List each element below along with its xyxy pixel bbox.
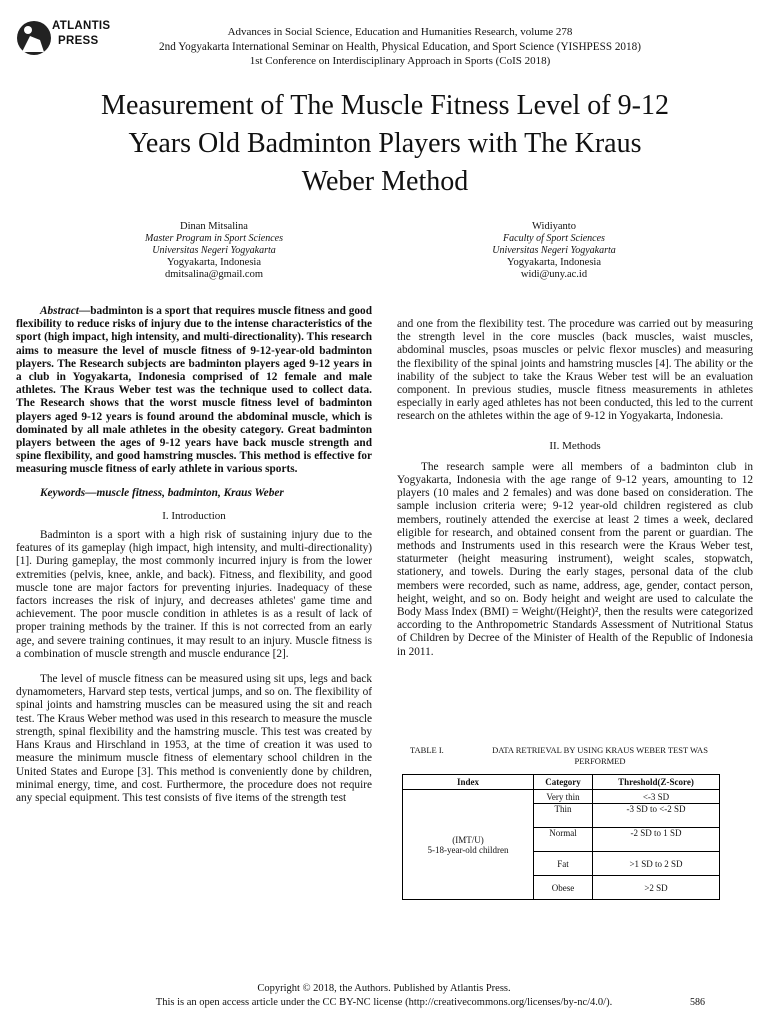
author-email[interactable]: dmitsalina@gmail.com [164, 269, 264, 280]
right-paragraph-1: and one from the flexibility test. The procedure was carried out by measuring the strength level in the core muscles (back muscles, waist muscles, abdominal muscles, psoas muscles or pelvic flexor muscles) and measuring the flexibility of the spinal joints and hamstring muscles [4]. The ability or the inability of the subject to take the Kraus Weber test will be an evaluation component. In previous studies, muscle fitness measurements in athletes especially in early aged athletes has not been conducted, this led to the current research on the athletes within the age of 9-12 in Yogyakarta, Indonesia. [397, 318, 753, 423]
author-dept: Faculty of Sport Sciences [503, 233, 605, 244]
author-email[interactable]: widi@uny.ac.id [520, 269, 588, 280]
table-label: TABLE I. [410, 745, 444, 755]
table-cell-category: Obese [534, 876, 593, 900]
footer-license: This is an open access article under the CC BY-NC license (http://creativecommons.org/licenses/by-nc/4.0/). [155, 997, 613, 1008]
table-cell-threshold: <-3 SD [593, 790, 720, 804]
title-line-3: Weber Method [301, 166, 469, 197]
table-caption-line-1: DATA RETRIEVAL BY USING KRAUS WEBER TEST WAS [492, 745, 708, 755]
conference-name-2: 1st Conference on Interdisciplinary Approach in Sports (CoIS 2018) [249, 55, 551, 67]
author-city: Yogyakarta, Indonesia [507, 257, 601, 268]
logo-text-atlantis: ATLANTIS [52, 20, 111, 32]
bmi-category-table [402, 774, 720, 900]
left-column [16, 305, 372, 805]
table-caption [410, 745, 750, 766]
paper-title [40, 87, 730, 201]
table-header-index: Index [403, 775, 534, 790]
section-heading-introduction: I. Introduction [162, 509, 226, 522]
page-number: 586 [690, 997, 705, 1008]
table-cell-threshold: -2 SD to 1 SD [593, 828, 720, 852]
keywords: Keywords—muscle fitness, badminton, Kraus Weber [40, 486, 284, 499]
right-column [397, 318, 753, 659]
table-cell-category: Fat [534, 852, 593, 876]
table-cell-category: Very thin [534, 790, 593, 804]
abstract-label: Abstract [40, 305, 79, 317]
index-line-2: 5-18-year-old children [427, 844, 509, 855]
table-header-row [403, 775, 720, 790]
methods-paragraph: The research sample were all members of a badminton club in Yogyakarta, Indonesia with the age range of 9-12 years, amounting to 12 players (10 males and 2 females) and was done based on consideration. The sample inclusion criteria were; 9-12 year-old children registered as club members, routinely attended the exercise at least 2 times a week, declared eligible for research, and obtained consent from the parent or guardian. The methods and Instruments used in this research were the Kraus Weber test, staturmeter (height measuring instrument), weight scales, stopwatch, stationery, and towels. During the early stages, personal data of the club members were recorded, such as name, address, age, gender, contact person, height, weight, and so on. Body height and weight are used to calculate the Body Mass Index (BMI) = Weight/(Height)², then the results were categorized according to the Anthropometric Standards Assessment of Nutritional Status of Children by Decree of the Minister of Health of the Republic of Indonesia in 2011. [397, 460, 753, 658]
abstract-text: —badminton is a sport that requires muscle fitness and good flexibility to reduce risks of injury due to the intense characteristics of the sport (high impact, high intensity, and multi-directionality). This research aims to measure the level of muscle fitness of 9-12-year-old badminton players. The Research subjects are badminton players aged 9-12 years in a club in Yogyakarta, Indonesia comprised of 12 female and male athletes. The Kraus Weber test was the technique used to collect data. The Research shows that the worst muscle fitness level of badminton players aged 9-12 years is found around the abdominal muscle, which is dominated by all male athletes in the obesity category. Great badminton players between the ages of 9-12 years have back muscle strength and spine flexibility, and good hamstring muscles. This method is effective for measuring muscle fitness of early athlete in various sports. [16, 305, 372, 476]
author-city: Yogyakarta, Indonesia [167, 257, 261, 268]
intro-paragraph-2: The level of muscle fitness can be measured using sit ups, legs and back dynamometers, Harvard step tests, vertical jumps, and so on. The flexibility of spinal joints and hamstring muscles can be measured using the sit and reach test. The Kraus Weber method was used in this research to measure the muscle strength, spinal flexibility and the hamstring muscle. This test was created by Hans Kraus and Hirschland in 1953, at the time of creation it was used to measure the minimum muscle fitness of elementary school children in the United States and Europe [3]. This method is conveniently done by children, minimal energy, time, and cost. Furthermore, the procedure does not require any special equipment. This test consists of five items of the strength test [16, 673, 372, 804]
footer-copyright: Copyright © 2018, the Authors. Published by Atlantis Press. [257, 983, 511, 994]
title-line-1: Measurement of The Muscle Fitness Level of 9-12 [101, 90, 669, 121]
author-block-1 [89, 221, 339, 281]
table-cell-index [403, 790, 534, 900]
author-name: Dinan Mitsalina [180, 221, 248, 232]
author-name: Widiyanto [532, 221, 576, 232]
intro-paragraph-1: Badminton is a sport with a high risk of sustaining injury due to the features of its gameplay (high impact, high intensity, and multi-directionality) [1]. During gameplay, the most commonly incurred injury is from the lower extremities (pelvis, knee, ankle, and back). Fitness, and flexibility, and good muscle tone are major factors for preventing injuries. Inadequacy of these factors increases the risk of injury, and decreases athletes' game time and achievement. The poor muscle condition in athletes is as a result of lack of proper training methods by the trainer. If this is not corrected from an early age, and severe training continues, it may result to an injury. Muscle fitness is a combination of muscle strength and muscle endurance [2]. [16, 529, 372, 660]
title-line-2: Years Old Badminton Players with The Kraus [128, 128, 642, 159]
table-cell-category: Normal [534, 828, 593, 852]
table-cell-threshold: >1 SD to 2 SD [593, 852, 720, 876]
abstract [16, 305, 372, 477]
atlas-icon [14, 18, 54, 58]
index-line-1: (IMT/U) [452, 834, 484, 845]
conference-name-1: 2nd Yogyakarta International Seminar on Health, Physical Education, and Sport Science (YISHPESS 2018) [159, 41, 641, 53]
publisher-logo [14, 16, 124, 62]
logo-text-press: PRESS [58, 35, 99, 47]
author-university: Universitas Negeri Yogyakarta [152, 245, 276, 256]
table-header-threshold: Threshold(Z-Score) [593, 775, 720, 790]
table-row [403, 790, 720, 804]
author-block-2 [429, 221, 679, 281]
table-cell-threshold: >2 SD [593, 876, 720, 900]
table-caption-line-2: PERFORMED [574, 756, 626, 766]
journal-title: Advances in Social Science, Education and Humanities Research, volume 278 [227, 26, 573, 38]
table-cell-category: Thin [534, 804, 593, 828]
author-dept: Master Program in Sport Sciences [145, 233, 283, 244]
author-university: Universitas Negeri Yogyakarta [492, 245, 616, 256]
section-heading-methods: II. Methods [549, 439, 601, 452]
table-header-category: Category [534, 775, 593, 790]
table-cell-threshold: -3 SD to <-2 SD [593, 804, 720, 828]
